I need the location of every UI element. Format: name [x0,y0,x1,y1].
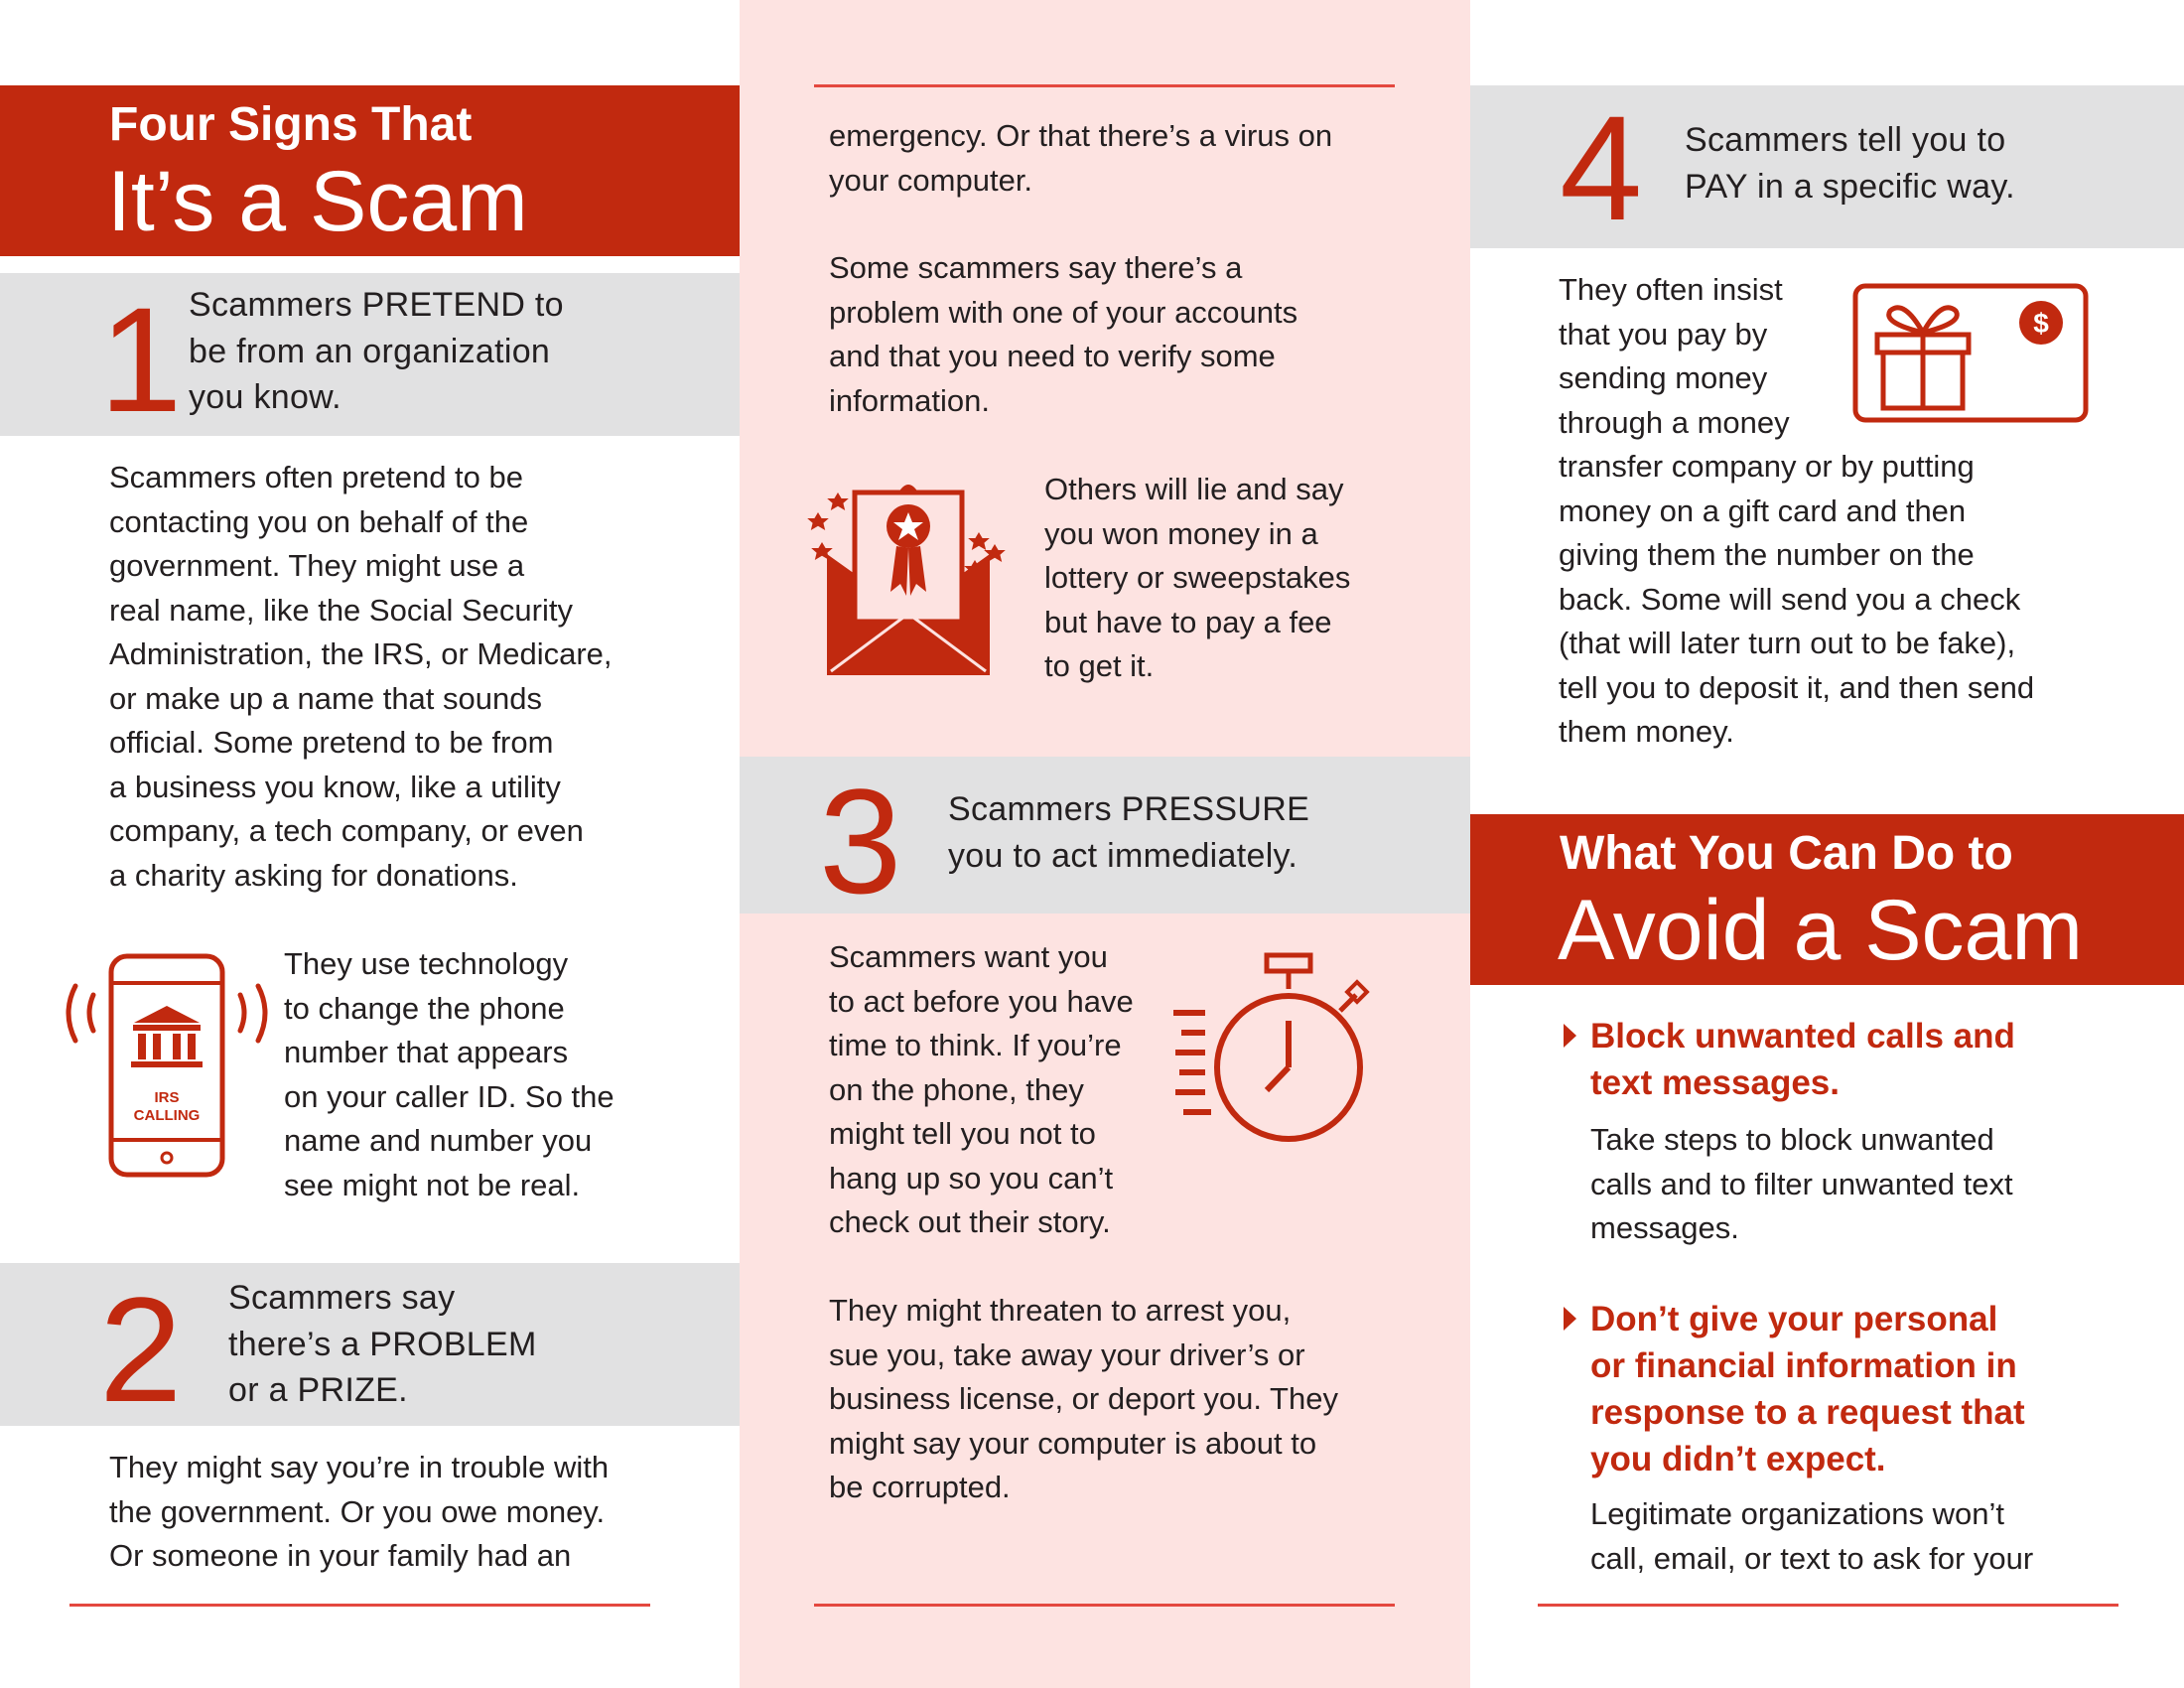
bullet-arrow-icon [1564,1024,1576,1048]
stopwatch-icon [1171,951,1370,1150]
sign4-band [1470,84,2184,251]
sign2-band [0,1263,740,1433]
sign4-body-wide: transfer company or by putting money on a gift card and then giving them the number on the back. Some will send you a check (that will later turn out to be fake), tell you to deposit it, and then send them money. [1559,449,2035,749]
sign4-title: Scammers tell you to PAY in a specific way. [1685,121,2015,206]
gift-card-icon [1852,283,2091,422]
tip2-heading: Don’t give your personal or financial information in response to a request that you didn’t expect. [1590,1300,2025,1478]
sign1-body: Scammers often pretend to be contacting you on behalf of the government. They might use a real name, like the Social Security Administration, the IRS, or Medicare, or make up a name that sounds official. Some pretend to be from a business you know, like a utility company, a tech company, or even a charity asking for donations. [109,460,613,893]
bottom-rule-middle [814,1604,1395,1607]
avoid-header-band [1470,814,2184,985]
sign1-band [0,273,740,443]
panel-right [1470,0,2184,1688]
header-line1: Four Signs That [109,98,473,151]
panel-middle [740,0,1470,1688]
sign1-number: 1 [99,276,183,443]
sign3-title: Scammers PRESSURE you to act immediately. [948,790,1310,875]
avoid-header-line1: What You Can Do to [1560,827,2013,880]
panel-left [0,0,740,1688]
bottom-rule-right [1538,1604,2118,1607]
bottom-rule-left [69,1604,650,1607]
sign3-number: 3 [819,758,902,924]
phone-text: They use technology to change the phone number that appears on your caller ID. So the name and number you see might not be real. [284,946,614,1202]
sign2-number: 2 [99,1266,183,1433]
sign2-title: Scammers say there’s a PROBLEM or a PRIZE. [228,1279,537,1409]
top-rule-middle [814,84,1395,87]
col2-para1: emergency. Or that there’s a virus on your computer. [829,118,1333,198]
envelope-award-icon [809,475,1008,683]
sign3-band [740,757,1470,924]
sign3-body: Scammers want you to act before you have time to think. If you’re on the phone, they might tell you not to hang up so you can’t check out their story. [829,939,1134,1239]
tip2-body: Legitimate organizations won’t call, email, or text to ask for your [1590,1496,2034,1576]
header-line2: It’s a Scam [107,154,528,249]
sign1-title: Scammers PRETEND to be from an organization you know. [189,286,564,416]
sign4-number: 4 [1560,84,1643,251]
col2-para2: Some scammers say there’s a problem with one of your accounts and that you need to verify some information. [829,250,1298,418]
phone-label-line1: IRS [154,1089,180,1106]
sign3-body2: They might threaten to arrest you, sue you, take away your driver’s or business license, or deport you. They might say your computer is about to be corrupted. [829,1293,1338,1504]
sign4-body-narrow: They often insist that you pay by sending money through a money [1559,272,1790,440]
card-symbol: $ [2033,308,2049,339]
phone-label-line2: CALLING [133,1107,201,1124]
avoid-header-line2: Avoid a Scam [1558,883,2084,978]
bullet-arrow-icon [1564,1307,1576,1331]
header-band [0,85,740,256]
prize-text: Others will lie and say you won money in a lottery or sweepstakes but have to pay a fee to get it. [1044,472,1351,683]
phone-irs-icon [60,951,278,1180]
sign2-body: They might say you’re in trouble with the government. Or you owe money. Or someone in your family had an [109,1450,610,1573]
tip1-heading: Block unwanted calls and text messages. [1590,1017,2015,1102]
tip1-body: Take steps to block unwanted calls and to filter unwanted text messages. [1590,1122,2013,1245]
